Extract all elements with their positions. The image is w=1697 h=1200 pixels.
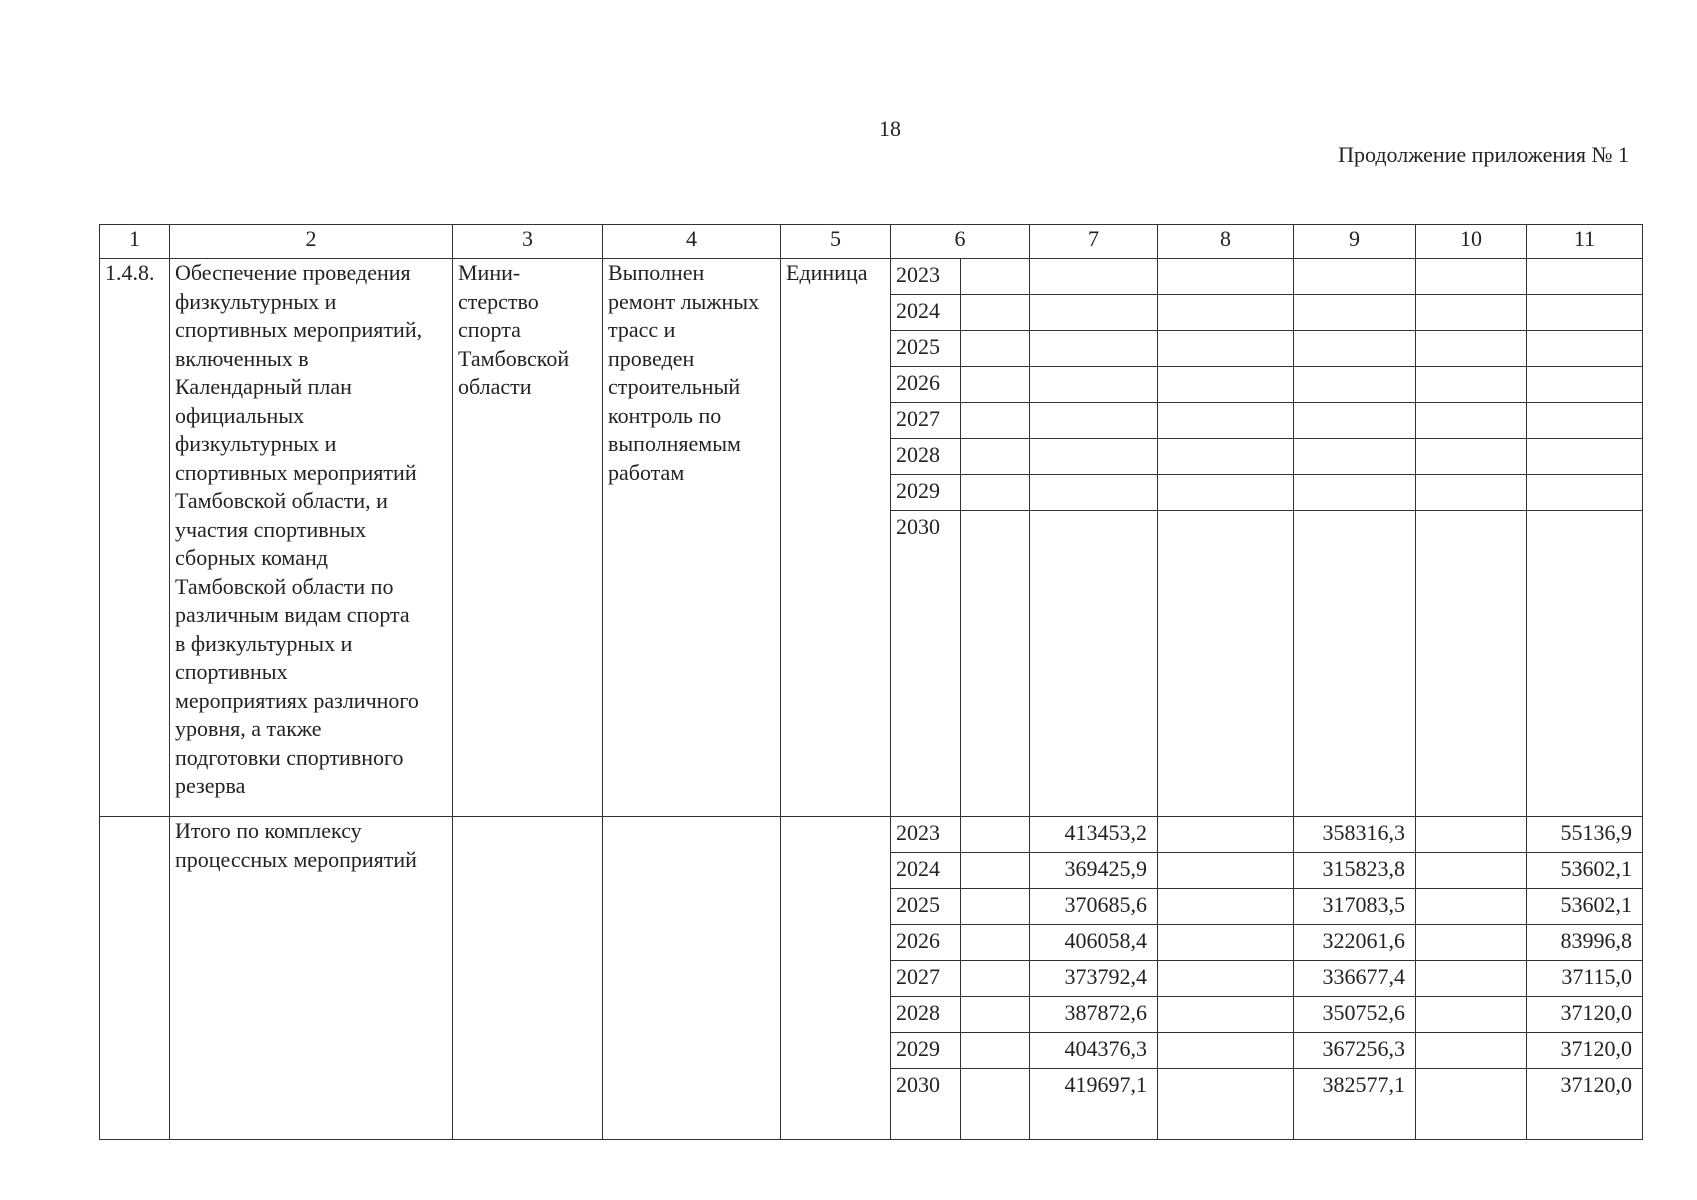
empty-cell <box>1527 295 1643 331</box>
empty-cell <box>1158 259 1294 295</box>
page-number: 18 <box>879 116 901 141</box>
empty-cell <box>1158 511 1294 817</box>
year-cell: 2023 <box>891 259 961 295</box>
empty-cell <box>1416 961 1527 997</box>
year-cell: 2029 <box>891 1033 961 1069</box>
header-cell: 11 <box>1527 225 1643 259</box>
empty-cell <box>961 331 1030 367</box>
empty-cell <box>1294 367 1416 403</box>
total-col7-value: 387872,6 <box>1030 997 1158 1033</box>
header-cell: 5 <box>781 225 891 259</box>
empty-cell <box>1158 961 1294 997</box>
empty-cell <box>781 817 891 1140</box>
item-unit: Единица <box>781 259 891 817</box>
header-cell: 6 <box>891 225 1030 259</box>
total-col7-value: 373792,4 <box>1030 961 1158 997</box>
empty-cell <box>1294 475 1416 511</box>
year-cell: 2029 <box>891 475 961 511</box>
empty-cell <box>961 925 1030 961</box>
total-col11-value: 53602,1 <box>1527 853 1643 889</box>
total-col11-value: 37115,0 <box>1527 961 1643 997</box>
empty-cell <box>1158 295 1294 331</box>
empty-cell <box>1158 853 1294 889</box>
empty-cell <box>1416 1069 1527 1140</box>
empty-cell <box>1294 403 1416 439</box>
empty-cell <box>1158 997 1294 1033</box>
empty-cell <box>961 439 1030 475</box>
empty-cell <box>1158 889 1294 925</box>
year-cell: 2024 <box>891 295 961 331</box>
empty-cell <box>961 1033 1030 1069</box>
total-row <box>100 817 1643 853</box>
empty-cell <box>1030 511 1158 817</box>
program-table <box>99 224 1643 1140</box>
empty-cell <box>961 475 1030 511</box>
empty-cell <box>1030 331 1158 367</box>
year-cell: 2024 <box>891 853 961 889</box>
empty-cell <box>1158 1033 1294 1069</box>
year-cell: 2030 <box>891 511 961 817</box>
year-cell: 2030 <box>891 1069 961 1140</box>
empty-cell <box>1527 475 1643 511</box>
empty-cell <box>1416 367 1527 403</box>
appendix-label: Продолжение приложения № 1 <box>1338 142 1629 167</box>
empty-cell <box>1416 817 1527 853</box>
empty-cell <box>1158 817 1294 853</box>
header-cell: 9 <box>1294 225 1416 259</box>
empty-cell <box>1527 511 1643 817</box>
empty-cell <box>1158 403 1294 439</box>
total-number-cell <box>100 817 170 1140</box>
empty-cell <box>1416 997 1527 1033</box>
empty-cell <box>961 511 1030 817</box>
total-col9-value: 336677,4 <box>1294 961 1416 997</box>
year-cell: 2026 <box>891 925 961 961</box>
total-col7-value: 369425,9 <box>1030 853 1158 889</box>
empty-cell <box>961 853 1030 889</box>
year-cell: 2028 <box>891 997 961 1033</box>
empty-cell <box>1030 439 1158 475</box>
empty-cell <box>1416 259 1527 295</box>
empty-cell <box>1030 259 1158 295</box>
total-col9-value: 382577,1 <box>1294 1069 1416 1140</box>
empty-cell <box>1416 295 1527 331</box>
empty-cell <box>1030 295 1158 331</box>
empty-cell <box>1527 259 1643 295</box>
item-number: 1.4.8. <box>100 259 170 817</box>
empty-cell <box>961 403 1030 439</box>
empty-cell <box>1416 511 1527 817</box>
empty-cell <box>1527 367 1643 403</box>
header-cell: 10 <box>1416 225 1527 259</box>
empty-cell <box>1416 439 1527 475</box>
total-label: Итого по комплексу процессных мероприятий <box>170 817 453 1140</box>
empty-cell <box>1294 511 1416 817</box>
year-cell: 2027 <box>891 961 961 997</box>
total-col7-value: 406058,4 <box>1030 925 1158 961</box>
empty-cell <box>961 1069 1030 1140</box>
header-cell: 2 <box>170 225 453 259</box>
empty-cell <box>1158 331 1294 367</box>
total-col11-value: 83996,8 <box>1527 925 1643 961</box>
empty-cell <box>1527 439 1643 475</box>
empty-cell <box>1416 331 1527 367</box>
header-cell: 4 <box>603 225 781 259</box>
year-cell: 2025 <box>891 331 961 367</box>
empty-cell <box>1158 439 1294 475</box>
total-col9-value: 350752,6 <box>1294 997 1416 1033</box>
total-col7-value: 370685,6 <box>1030 889 1158 925</box>
item-name: Обеспечение проведения физкультурных и спортивных мероприятий, включенных в Календарный план официальных физкультурных и спортивных мероприятий Тамбовской области, и участия спортивных сборных команд Тамбовской области по различным видам спорта в физкультурных и спортивных мероприятиях различного уровня, а также подготовки спортивного резерва <box>170 259 453 817</box>
empty-cell <box>1416 1033 1527 1069</box>
total-col9-value: 322061,6 <box>1294 925 1416 961</box>
empty-cell <box>1294 295 1416 331</box>
total-col9-value: 317083,5 <box>1294 889 1416 925</box>
empty-cell <box>961 367 1030 403</box>
header-row <box>100 225 1643 259</box>
header-cell: 8 <box>1158 225 1294 259</box>
year-cell: 2023 <box>891 817 961 853</box>
item-row <box>100 259 1643 295</box>
empty-cell <box>961 817 1030 853</box>
empty-cell <box>961 889 1030 925</box>
empty-cell <box>1416 925 1527 961</box>
empty-cell <box>1416 889 1527 925</box>
item-section <box>100 259 1643 817</box>
year-cell: 2025 <box>891 889 961 925</box>
empty-cell <box>961 295 1030 331</box>
empty-cell <box>1416 403 1527 439</box>
total-col9-value: 367256,3 <box>1294 1033 1416 1069</box>
empty-cell <box>1416 853 1527 889</box>
year-cell: 2026 <box>891 367 961 403</box>
total-col11-value: 53602,1 <box>1527 889 1643 925</box>
item-result: Выполнен ремонт лыжных трасс и проведен строительный контроль по выполняемым работам <box>603 259 781 817</box>
empty-cell <box>1158 1069 1294 1140</box>
total-col7-value: 404376,3 <box>1030 1033 1158 1069</box>
empty-cell <box>1030 475 1158 511</box>
empty-cell <box>961 259 1030 295</box>
empty-cell <box>1158 367 1294 403</box>
header-cell: 7 <box>1030 225 1158 259</box>
header-cell: 3 <box>453 225 603 259</box>
item-responsible: Мини- стерство спорта Тамбовской области <box>453 259 603 817</box>
total-col7-value: 413453,2 <box>1030 817 1158 853</box>
empty-cell <box>453 817 603 1140</box>
year-cell: 2027 <box>891 403 961 439</box>
total-col7-value: 419697,1 <box>1030 1069 1158 1140</box>
empty-cell <box>1416 475 1527 511</box>
empty-cell <box>1158 925 1294 961</box>
empty-cell <box>1294 331 1416 367</box>
total-col11-value: 37120,0 <box>1527 997 1643 1033</box>
empty-cell <box>1030 403 1158 439</box>
empty-cell <box>1294 439 1416 475</box>
total-col11-value: 55136,9 <box>1527 817 1643 853</box>
total-section <box>100 817 1643 1140</box>
total-col11-value: 37120,0 <box>1527 1033 1643 1069</box>
empty-cell <box>1030 367 1158 403</box>
header-cell: 1 <box>100 225 170 259</box>
empty-cell <box>961 997 1030 1033</box>
total-col9-value: 315823,8 <box>1294 853 1416 889</box>
empty-cell <box>961 961 1030 997</box>
year-cell: 2028 <box>891 439 961 475</box>
empty-cell <box>1527 331 1643 367</box>
empty-cell <box>603 817 781 1140</box>
total-col9-value: 358316,3 <box>1294 817 1416 853</box>
empty-cell <box>1294 259 1416 295</box>
empty-cell <box>1527 403 1643 439</box>
empty-cell <box>1158 475 1294 511</box>
total-col11-value: 37120,0 <box>1527 1069 1643 1140</box>
